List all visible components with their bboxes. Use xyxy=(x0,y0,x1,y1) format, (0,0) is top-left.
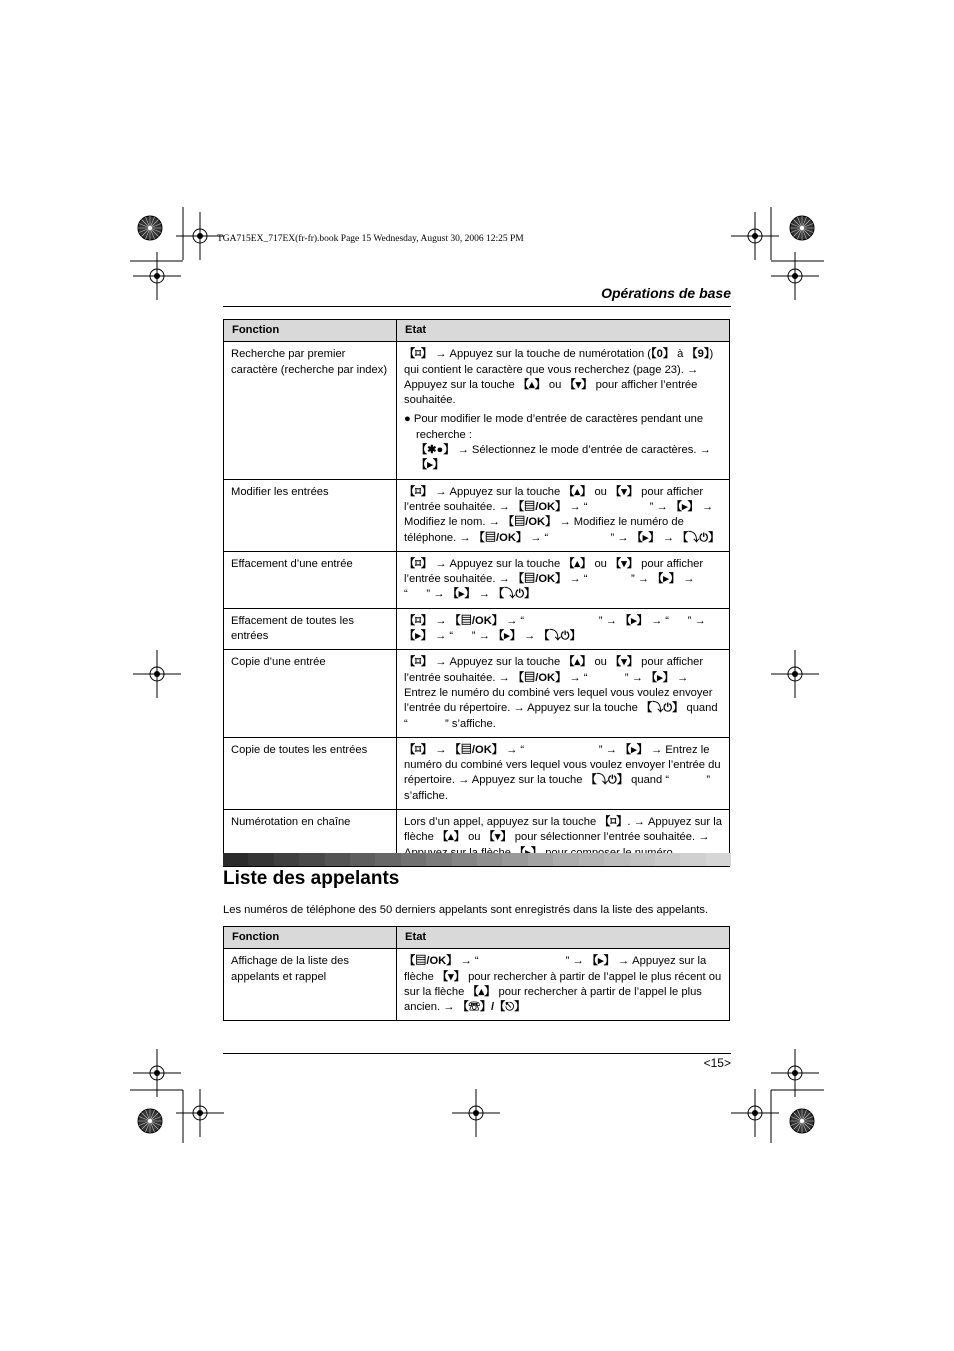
fonction-cell: Affichage de la liste des appelants et rappel xyxy=(224,949,397,1021)
section-divider-bar xyxy=(223,853,731,866)
table-row xyxy=(224,479,730,551)
table-row xyxy=(224,737,730,809)
note-item: ● Pour modifier le mode d’entrée de caractères pendant une recherche : 【✱●】 → Sélectionnez le mode d’entrée de caractères. → 【▸】 xyxy=(404,413,711,472)
fonction-cell: Effacement de toutes les entrées xyxy=(224,608,397,650)
table-row xyxy=(224,551,730,608)
crosshair-icon xyxy=(133,252,181,300)
fonction-cell: Numérotation en chaîne xyxy=(224,810,397,867)
section-title: Liste des appelants xyxy=(223,868,400,889)
fonction-cell: Copie d’une entrée xyxy=(224,650,397,737)
star-mark-icon xyxy=(138,216,162,240)
etat-cell: 【⌑】 → Appuyez sur la touche 【▴】 ou 【▾】 pour afficher l’entrée souhaitée. → 【▤/OK】 → “ ” → 【▸】 → Entrez le numéro du combiné vers lequel vous voulez envoyer l’entrée du répertoire. → Appuyez sur la touche 【⤵⏻】 quand “ ” s’affiche. xyxy=(397,650,730,737)
crosshair-icon xyxy=(452,1089,500,1137)
page-number: <15> xyxy=(703,1056,731,1070)
etat-cell: 【▤/OK】 → “ ” → 【▸】 → Appuyez sur la flèche 【▾】 pour rechercher à partir de l’appel le plus récent ou sur la flèche 【▴】 pour rechercher à partir de l’appel le plus ancien. → 【☏】/【⎋】 xyxy=(397,949,730,1021)
etat-cell: 【⌑】 → 【▤/OK】 → “ ” → 【▸】 → “ ” → 【▸】 → “ ” → 【▸】 → 【⤵⏻】 xyxy=(397,608,730,650)
fonction-cell: Modifier les entrées xyxy=(224,479,397,551)
column-header: Fonction xyxy=(224,927,397,949)
fonction-cell: Effacement d’une entrée xyxy=(224,551,397,608)
caller-list-table xyxy=(223,926,730,1021)
function-table xyxy=(223,319,730,867)
etat-cell: Lors d’un appel, appuyez sur la touche 【⌑】. → Appuyez sur la flèche 【▴】 ou 【▾】 pour sélectionner l’entrée souhaitée. → xyxy=(397,810,730,867)
star-mark-icon xyxy=(790,1109,814,1133)
crosshair-icon xyxy=(771,650,819,698)
bullet-icon: ● xyxy=(404,413,411,426)
table-header-row xyxy=(224,927,730,949)
column-header: Etat xyxy=(397,927,730,949)
table-row xyxy=(224,342,730,479)
crosshair-icon xyxy=(771,252,819,300)
table-row xyxy=(224,650,730,737)
crosshair-icon xyxy=(133,650,181,698)
table-row xyxy=(224,949,730,1021)
etat-cell: 【⌑】 → Appuyez sur la touche 【▴】 ou 【▾】 pour afficher l’entrée souhaitée. → 【▤/OK】 → “ ” → 【▸】 → “ ” → 【▸】 → 【⤵⏻】 xyxy=(397,551,730,608)
crosshair-icon xyxy=(731,212,779,260)
table-header-row xyxy=(224,320,730,342)
table-row xyxy=(224,608,730,650)
crosshair-icon xyxy=(731,1089,779,1137)
fonction-cell: Copie de toutes les entrées xyxy=(224,737,397,809)
star-mark-icon xyxy=(790,216,814,240)
star-mark-icon xyxy=(138,1109,162,1133)
column-header: Fonction xyxy=(224,320,397,342)
etat-text: 【⌑】 → Appuyez sur la touche de numérotation (【0】 à 【9】) qui contient le caractère que vous recherchez (page 23). → Appuyez sur la touche 【▴】 ou 【▾】 pour afficher l’entrée souhaitée. xyxy=(404,348,714,407)
fonction-cell: Recherche par premier caractère (recherche par index) xyxy=(224,342,397,479)
section-header: Opérations de base xyxy=(601,285,731,301)
intro-text: Les numéros de téléphone des 50 derniers appelants sont enregistrés dans la liste des appelants. xyxy=(223,904,709,916)
header-rule xyxy=(223,306,731,307)
etat-cell: 【⌑】 → 【▤/OK】 → “ ” → 【▸】 → Entrez le numéro du combiné vers lequel vous voulez envoyer l’entrée du répertoire. → Appuyez sur la touche 【⤵⏻】 quand “ ” s’affiche. xyxy=(397,737,730,809)
etat-cell xyxy=(397,342,730,479)
column-header: Etat xyxy=(397,320,730,342)
etat-cell: 【⌑】 → Appuyez sur la touche 【▴】 ou 【▾】 pour afficher l’entrée souhaitée. → 【▤/OK】 → “ ” → 【▸】 → Modifiez le nom. → 【▤/OK】 → Modifiez le numéro de téléphone. → 【▤/OK】 → “ ” → 【▸】 → 【⤵⏻】 xyxy=(397,479,730,551)
print-info: TGA715EX_717EX(fr-fr).book Page 15 Wednesday, August 30, 2006 12:25 PM xyxy=(217,234,524,244)
footer-rule xyxy=(223,1053,731,1054)
